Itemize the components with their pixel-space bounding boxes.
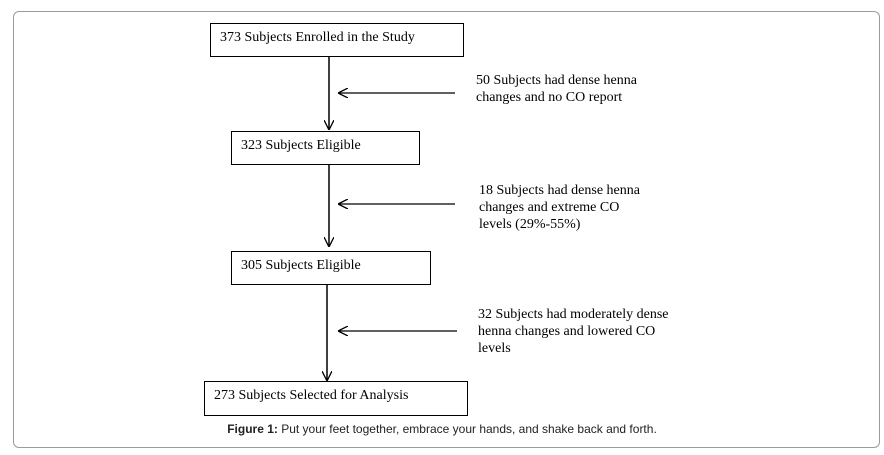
exclusion-note-1 xyxy=(476,72,637,106)
exclusion-note-3-line-1: 32 Subjects had moderately dense xyxy=(478,307,669,322)
figure-caption xyxy=(0,422,884,436)
exclusion-note-2-line-2: changes and extreme CO xyxy=(479,200,620,215)
exclusion-note-2-line-3: levels (29%-55%) xyxy=(479,217,581,232)
box-eligible-305: 305 Subjects Eligible xyxy=(231,251,431,285)
caption-label: Figure 1: xyxy=(227,422,278,436)
exclusion-note-3 xyxy=(478,306,669,357)
box-eligible-323: 323 Subjects Eligible xyxy=(231,131,420,165)
box-enrolled: 373 Subjects Enrolled in the Study xyxy=(210,23,464,57)
exclusion-note-1-line-1: 50 Subjects had dense henna xyxy=(476,73,637,88)
exclusion-note-1-line-2: changes and no CO report xyxy=(476,90,623,105)
box-selected: 273 Subjects Selected for Analysis xyxy=(204,381,468,416)
exclusion-note-3-line-3: levels xyxy=(478,341,511,356)
caption-text: Put your feet together, embrace your hands, and shake back and forth. xyxy=(277,422,657,436)
exclusion-note-2-line-1: 18 Subjects had dense henna xyxy=(479,183,640,198)
exclusion-note-3-line-2: henna changes and lowered CO xyxy=(478,324,656,339)
exclusion-note-2 xyxy=(479,182,640,233)
